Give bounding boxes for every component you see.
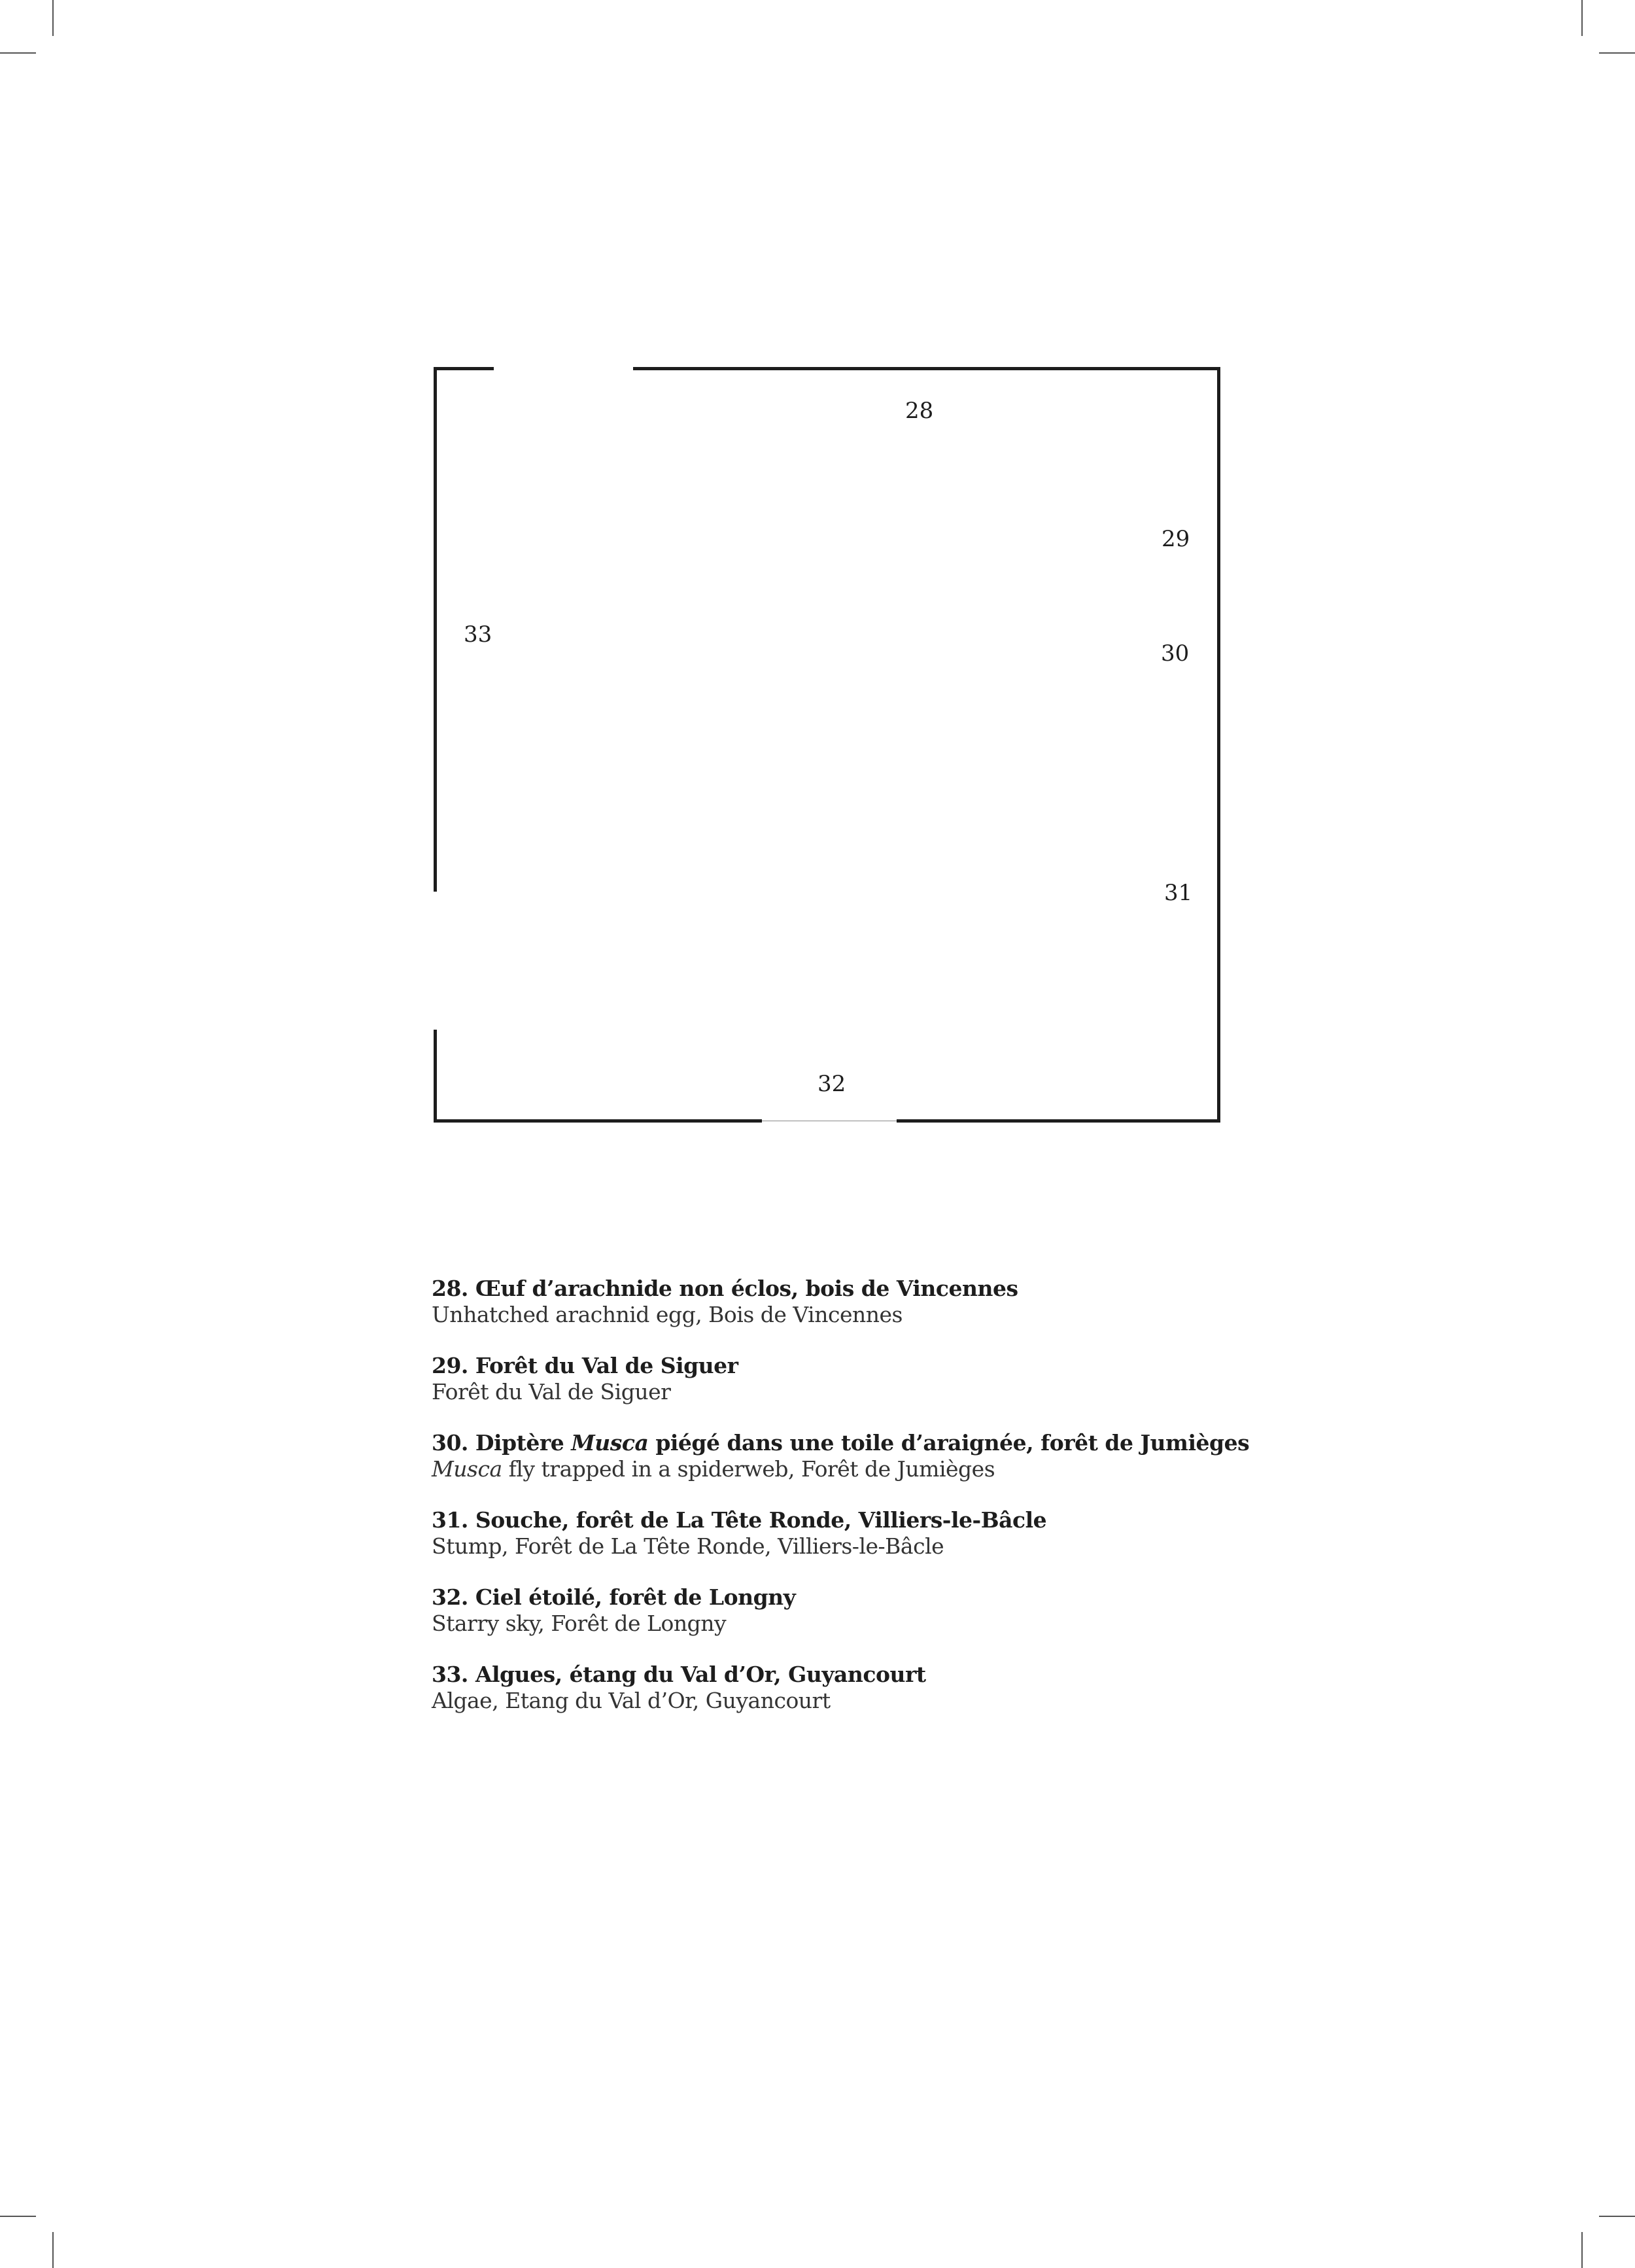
caption-title: 32. Ciel étoilé, forêt de Longny	[432, 1584, 796, 1610]
caption-title: 30. Diptère Musca piégé dans une toile d’araignée, forêt de Jumièges	[432, 1430, 1250, 1456]
crop-mark-top-left-vertical	[52, 0, 54, 36]
caption-subtitle: Algae, Etang du Val d’Or, Guyancourt	[432, 1688, 831, 1713]
caption-title: 31. Souche, forêt de La Tête Ronde, Villiers-le-Bâcle	[432, 1507, 1047, 1533]
caption-subtitle: Stump, Forêt de La Tête Ronde, Villiers-le-Bâcle	[432, 1533, 944, 1559]
plan-label-28: 28	[905, 398, 934, 424]
caption-item-32	[432, 1584, 1282, 1637]
crop-mark-bottom-left-horizontal	[0, 2216, 36, 2217]
crop-mark-top-left-horizontal	[0, 52, 36, 54]
plan-wall-right	[1217, 367, 1220, 1123]
caption-subtitle: Forêt du Val de Siguer	[432, 1379, 671, 1404]
caption-item-28	[432, 1276, 1282, 1328]
caption-item-33	[432, 1662, 1282, 1714]
plan-wall-bottom-right	[897, 1119, 1220, 1123]
caption-subtitle: Musca fly trapped in a spiderweb, Forêt de Jumièges	[432, 1456, 995, 1482]
crop-mark-top-right-vertical	[1581, 0, 1583, 36]
plan-wall-bottom-left	[434, 1119, 762, 1123]
plan-label-31: 31	[1164, 880, 1193, 906]
plan-label-30: 30	[1161, 640, 1190, 667]
caption-item-31	[432, 1507, 1282, 1560]
plan-label-29: 29	[1162, 526, 1190, 552]
plan-label-33: 33	[464, 621, 492, 648]
caption-subtitle: Unhatched arachnid egg, Bois de Vincennes	[432, 1302, 903, 1327]
caption-title: 33. Algues, étang du Val d’Or, Guyancourt	[432, 1662, 926, 1687]
caption-subtitle: Starry sky, Forêt de Longny	[432, 1611, 727, 1636]
crop-mark-bottom-right-vertical	[1581, 2232, 1583, 2268]
plan-wall-top-left	[434, 367, 494, 370]
plan-wall-top-right	[633, 367, 1220, 370]
caption-title: 29. Forêt du Val de Siguer	[432, 1353, 738, 1378]
exhibition-floor-plan	[434, 367, 1220, 1123]
crop-mark-bottom-left-vertical	[52, 2232, 54, 2268]
plan-label-32: 32	[818, 1071, 846, 1097]
crop-mark-top-right-horizontal	[1599, 52, 1635, 54]
crop-mark-bottom-right-horizontal	[1599, 2216, 1635, 2217]
caption-item-29	[432, 1353, 1282, 1405]
plan-wall-left-lower	[434, 1030, 437, 1123]
plan-wall-left-upper	[434, 367, 437, 892]
caption-title: 28. Œuf d’arachnide non éclos, bois de Vincennes	[432, 1276, 1018, 1301]
caption-list	[432, 1276, 1282, 1739]
caption-item-30	[432, 1430, 1282, 1482]
